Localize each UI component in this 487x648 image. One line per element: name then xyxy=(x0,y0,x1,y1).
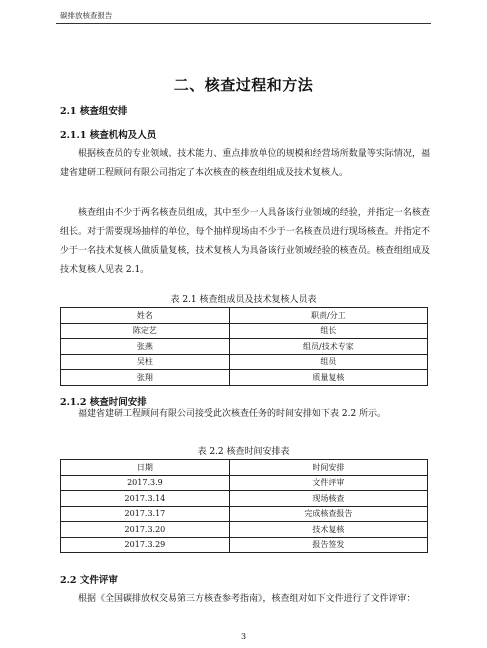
table-header-cell: 姓名 xyxy=(61,308,230,324)
section-2-2-paragraph: 根据《全国碳排放权交易第三方核查参考指南》，核查组对如下文件进行了文件评审： xyxy=(78,594,416,604)
table-row xyxy=(61,370,428,386)
table-row xyxy=(61,323,428,339)
table-header-cell: 日期 xyxy=(61,460,230,476)
section-2-1-2-heading: 2.1.2 核查时间安排 xyxy=(60,397,147,408)
table-cell: 报告签发 xyxy=(229,537,427,553)
running-header: 碳排放核查报告 xyxy=(60,11,113,20)
table-2-1-caption: 表 2.1 核查组成员及技术复核人员表 xyxy=(170,295,317,305)
table-2-2 xyxy=(60,459,428,553)
table-cell: 陈定艺 xyxy=(61,323,230,339)
table-row xyxy=(61,339,428,355)
table-cell: 组长 xyxy=(229,323,427,339)
chapter-title: 二、核查过程和方法 xyxy=(173,76,314,94)
section-2-2-heading: 2.2 文件评审 xyxy=(60,575,118,586)
table-2-1 xyxy=(60,307,428,386)
table-cell: 吴柱 xyxy=(61,354,230,370)
table-header-row xyxy=(61,460,428,476)
table-2-2-caption: 表 2.2 核查时间安排表 xyxy=(197,447,290,457)
table-cell: 组员 xyxy=(229,354,427,370)
table-header-cell: 时间安排 xyxy=(229,460,427,476)
table-cell: 2017.3.14 xyxy=(61,491,230,507)
table-header-cell: 职责/分工 xyxy=(229,308,427,324)
table-cell: 2017.3.9 xyxy=(61,475,230,491)
table-cell: 文件评审 xyxy=(229,475,427,491)
table-row xyxy=(61,354,428,370)
table-row xyxy=(61,475,428,491)
table-cell: 现场核查 xyxy=(229,491,427,507)
header-rule xyxy=(56,23,431,24)
page-number: 3 xyxy=(240,632,247,641)
section-2-1-2-paragraph: 福建省建研工程顾问有限公司接受此次核查任务的时间安排如下表 2.2 所示。 xyxy=(78,409,387,419)
section-2-1-heading: 2.1 核查组安排 xyxy=(60,106,128,117)
table-row xyxy=(61,522,428,538)
table-row xyxy=(61,537,428,553)
section-2-1-1-paragraph-2: 核查组由不少于两名核查员组成，其中至少一人具备该行业领域的经验，并指定一名核查组长。对于需要现场抽样的单位，每个抽样现场由不少于一名核查员进行现场核查。并指定不少于一名技术复核人做质量复核，技术复核人为具备该行业领域经验的核查员。核查组组成及技术复核人见表 2.1。 xyxy=(60,208,430,275)
table-cell: 2017.3.20 xyxy=(61,522,230,538)
table-cell: 张翔 xyxy=(61,370,230,386)
table-cell: 2017.3.17 xyxy=(61,506,230,522)
table-cell: 张燕 xyxy=(61,339,230,355)
table-cell: 2017.3.29 xyxy=(61,537,230,553)
table-row xyxy=(61,506,428,522)
section-2-1-1-paragraph-1: 根据核查员的专业领域、技术能力、重点排放单位的规模和经营场所数量等实际情况，福建省建研工程顾问有限公司指定了本次核查的核查组组成及技术复核人。 xyxy=(60,149,430,178)
table-cell: 完成核查报告 xyxy=(229,506,427,522)
table-cell: 技术复核 xyxy=(229,522,427,538)
table-cell: 组员/技术专家 xyxy=(229,339,427,355)
table-header-row xyxy=(61,308,428,324)
table-cell: 质量复核 xyxy=(229,370,427,386)
table-row xyxy=(61,491,428,507)
section-2-1-1-heading: 2.1.1 核查机构及人员 xyxy=(60,130,157,141)
